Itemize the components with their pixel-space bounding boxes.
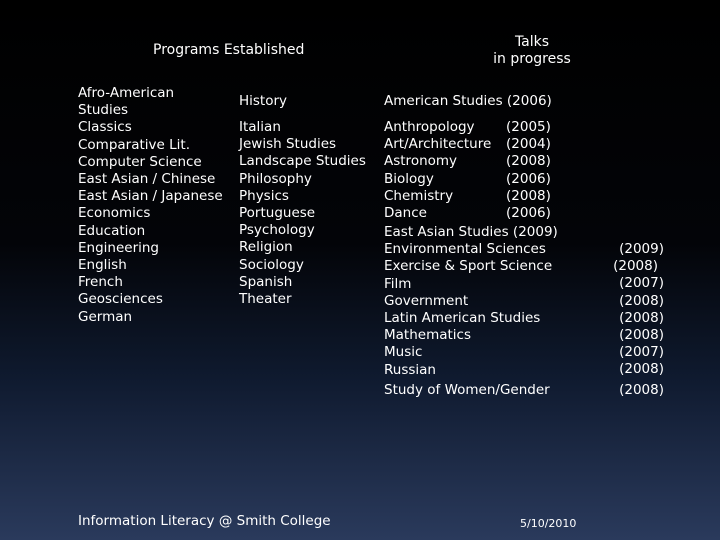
list-item: Psychology xyxy=(239,222,315,239)
list-item: East Asian / Japanese xyxy=(78,188,223,205)
list-item: French xyxy=(78,274,123,291)
heading-talks-line2: in progress xyxy=(493,51,571,67)
heading-talks-line1: Talks xyxy=(514,34,550,50)
list-item: (2008) xyxy=(506,153,551,170)
list-item: East Asian Studies (2009) xyxy=(384,224,558,240)
talks-years xyxy=(506,119,551,222)
list-item: Mathematics xyxy=(384,327,471,344)
list-item: (2006) xyxy=(506,170,551,187)
list-item: (2006) xyxy=(506,205,551,222)
list-item: Education xyxy=(78,222,146,239)
list-item: Portuguese xyxy=(239,205,316,222)
talks-first: American Studies (2006) xyxy=(384,93,552,109)
list-item: Environmental Sciences xyxy=(384,241,546,258)
list-item: (2004) xyxy=(506,136,551,153)
list-item: Comparative Lit. xyxy=(78,136,190,153)
list-item: (2008) xyxy=(619,327,664,344)
list-item: Russian xyxy=(384,361,436,378)
list-item: Theater xyxy=(239,291,292,308)
list-item: (2007) xyxy=(619,275,664,292)
list-item: Physics xyxy=(239,187,289,204)
list-item: (2008) xyxy=(619,309,664,326)
list-item: (2008) xyxy=(613,258,658,275)
far-years xyxy=(600,241,664,379)
list-item: Anthropology xyxy=(384,119,475,135)
list-item: Astronomy xyxy=(384,153,458,170)
list-item: Art/Architecture xyxy=(384,136,492,153)
list-item: Landscape Studies xyxy=(239,153,366,170)
list-item: Religion xyxy=(239,239,293,256)
list-item: Spanish xyxy=(239,273,293,290)
list-item: Classics xyxy=(78,119,132,136)
list-item: Studies xyxy=(78,102,129,119)
established-list-col2 xyxy=(239,119,366,308)
list-item: Dance xyxy=(384,205,427,222)
list-item: Latin American Studies xyxy=(384,310,541,327)
list-item: (2005) xyxy=(506,119,551,135)
heading-talks-in-progress xyxy=(490,34,574,68)
list-item: German xyxy=(78,308,133,325)
list-item: Chemistry xyxy=(384,187,454,204)
list-item: Jewish Studies xyxy=(239,136,337,153)
list-item: Engineering xyxy=(78,239,159,256)
heading-programs-established: Programs Established xyxy=(153,42,305,58)
list-item: Computer Science xyxy=(78,153,202,170)
list-item: Music xyxy=(384,344,423,361)
list-item: Government xyxy=(384,292,469,309)
list-item: Italian xyxy=(239,119,281,135)
established-list-col1 xyxy=(78,85,223,326)
list-item: Biology xyxy=(384,170,434,187)
list-item: (2008) xyxy=(619,361,664,378)
established-col2-first: History xyxy=(239,93,288,109)
talks-names xyxy=(384,119,491,222)
talks-last: Study of Women/Gender xyxy=(384,382,550,398)
list-item: English xyxy=(78,257,127,274)
list-item: Economics xyxy=(78,205,151,222)
list-item: Sociology xyxy=(239,256,304,273)
list-item: Exercise & Sport Science xyxy=(384,258,553,275)
list-item: (2009) xyxy=(619,241,664,257)
far-last-year: (2008) xyxy=(619,382,664,398)
footer-date: 5/10/2010 xyxy=(520,517,577,530)
list-item: Afro-American xyxy=(78,85,175,101)
talks-long-list xyxy=(384,224,558,379)
list-item: Film xyxy=(384,275,412,292)
list-item: (2008) xyxy=(619,292,664,309)
footer-title: Information Literacy @ Smith College xyxy=(78,513,331,529)
list-item: Philosophy xyxy=(239,170,312,187)
list-item: East Asian / Chinese xyxy=(78,171,216,188)
list-item: Geosciences xyxy=(78,291,163,308)
list-item: (2007) xyxy=(619,344,664,361)
list-item: (2008) xyxy=(506,187,551,204)
